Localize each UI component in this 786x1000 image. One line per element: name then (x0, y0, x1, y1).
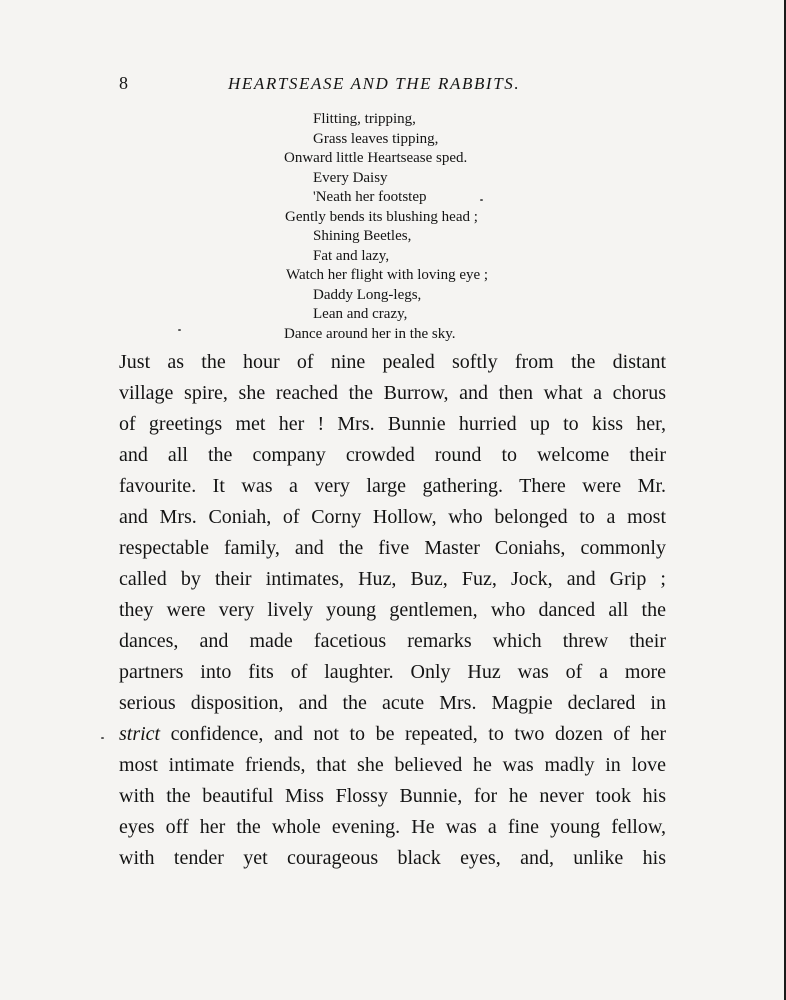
poem-line: Fat and lazy, (313, 247, 390, 264)
prose-line: and Mrs. Coniah, of Corny Hollow, who belonged to a most (119, 506, 666, 528)
poem-line: Onward little Heartsease sped. (284, 150, 468, 166)
prose-line: they were very lively young gentlemen, who danced all the (119, 599, 666, 621)
poem-line: Dance around her in the sky. (284, 325, 456, 342)
prose-line: and all the company crowded round to welcome their (119, 444, 666, 466)
print-speck (178, 329, 181, 331)
poem-line: Watch her flight with loving eye ; (286, 267, 489, 283)
running-title: HEARTSEASE AND THE RABBITS. (228, 74, 521, 93)
poem-line: Shining Beetles, (313, 228, 412, 244)
poem-line: Lean and crazy, (313, 306, 408, 322)
prose-line: respectable family, and the five Master Coniahs, commonly (119, 537, 666, 559)
prose-line: with tender yet courageous black eyes, and, unlike his (119, 847, 666, 869)
prose-line: favourite. It was a very large gathering. There were Mr. (119, 475, 666, 497)
prose-line: eyes off her the whole evening. He was a fine young fellow, (119, 816, 666, 838)
poem-line: Daddy Long-legs, (313, 286, 422, 303)
poem-line: 'Neath her footstep (313, 189, 427, 205)
prose-line: partners into fits of laughter. Only Huz was of a more (119, 661, 666, 683)
prose-line: Just as the hour of nine pealed softly from the distant (119, 351, 666, 373)
poem-line: Flitting, tripping, (313, 111, 416, 127)
prose-line: called by their intimates, Huz, Buz, Fuz, Jock, and Grip ; (119, 568, 666, 590)
print-speck (480, 199, 483, 201)
prose-line: serious disposition, and the acute Mrs. Magpie declared in (119, 692, 666, 714)
print-speck (101, 737, 104, 739)
prose-line: dances, and made facetious remarks which threw their (119, 630, 666, 652)
poem-line: Every Daisy (313, 169, 388, 186)
prose-line: strict confidence, and not to be repeated, to two dozen of her (119, 723, 666, 745)
poem-line: Grass leaves tipping, (313, 130, 439, 147)
poem-block (0, 110, 786, 344)
prose-paragraph (119, 347, 666, 874)
prose-line: of greetings met her ! Mrs. Bunnie hurried up to kiss her, (119, 413, 666, 435)
prose-line: village spire, she reached the Burrow, and then what a chorus (119, 382, 666, 404)
italic-emphasis: strict (119, 723, 161, 745)
poem-line: Gently bends its blushing head ; (285, 208, 478, 225)
prose-line: with the beautiful Miss Flossy Bunnie, for he never took his (119, 785, 666, 807)
prose-line: most intimate friends, that she believed he was madly in love (119, 754, 666, 776)
page-number: 8 (119, 73, 128, 93)
